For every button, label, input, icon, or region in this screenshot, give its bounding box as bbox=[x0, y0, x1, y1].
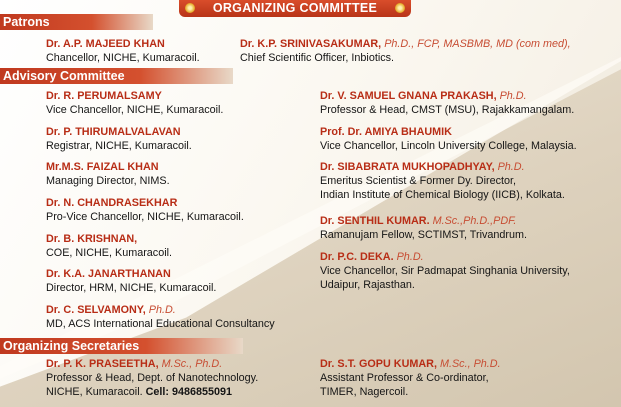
member-name: Dr. SENTHIL KUMAR. M.Sc.,Ph.D.,PDF. bbox=[320, 215, 517, 227]
member-designation: Ramanujam Fellow, SCTIMST, Trivandrum. bbox=[320, 229, 527, 241]
page-title: ORGANIZING COMMITTEE bbox=[212, 1, 378, 15]
advisory-entry bbox=[46, 89, 223, 117]
member-designation: COE, NICHE, Kumaracoil. bbox=[46, 247, 172, 259]
secretary-entry bbox=[46, 357, 258, 399]
member-name: Dr. P.C. DEKA. Ph.D. bbox=[320, 251, 424, 263]
section-organizing-secretaries: Organizing Secretaries bbox=[0, 338, 243, 354]
advisory-entry bbox=[46, 303, 275, 331]
member-contact: NICHE, Kumaracoil. Cell: 9486855091 bbox=[46, 386, 233, 398]
advisory-entry bbox=[320, 214, 527, 242]
member-designation: Registrar, NICHE, Kumaracoil. bbox=[46, 140, 192, 152]
member-designation: Vice Chancellor, NICHE, Kumaracoil. bbox=[46, 104, 224, 116]
member-designation: Emeritus Scientist & Former Dy. Director, bbox=[320, 175, 516, 187]
member-designation: TIMER, Nagercoil. bbox=[320, 386, 409, 398]
member-name: Dr. K.P. SRINIVASAKUMAR, Ph.D., FCP, MASBMB, MD (com med), bbox=[240, 38, 571, 50]
secretary-entry bbox=[320, 357, 501, 399]
advisory-entry bbox=[46, 125, 192, 153]
ornament-right-icon bbox=[395, 3, 405, 13]
member-designation: MD, ACS International Educational Consultancy bbox=[46, 318, 275, 330]
advisory-entry bbox=[46, 267, 216, 295]
member-name: Dr. V. SAMUEL GNANA PRAKASH, Ph.D. bbox=[320, 90, 527, 102]
member-name: Dr. C. SELVAMONY, Ph.D. bbox=[46, 304, 176, 316]
section-patrons: Patrons bbox=[0, 14, 153, 30]
advisory-entry bbox=[320, 250, 570, 292]
cell-number: Cell: 9486855091 bbox=[145, 386, 233, 398]
member-name: Dr. P. K. PRASEETHA, M.Sc., Ph.D. bbox=[46, 358, 223, 370]
patron-entry bbox=[240, 37, 571, 65]
member-name: Dr. S.T. GOPU KUMAR, M.Sc., Ph.D. bbox=[320, 358, 501, 370]
member-designation: Professor & Head, Dept. of Nanotechnology. bbox=[46, 372, 259, 384]
title-banner bbox=[179, 0, 411, 17]
member-designation: Indian Institute of Chemical Biology (IICB), Kolkata. bbox=[320, 189, 565, 201]
member-name: Mr.M.S. FAIZAL KHAN bbox=[46, 161, 159, 173]
advisory-entry bbox=[46, 196, 244, 224]
member-designation: Chancellor, NICHE, Kumaracoil. bbox=[46, 52, 200, 64]
advisory-entry bbox=[320, 125, 577, 153]
patron-entry bbox=[46, 37, 200, 65]
advisory-entry bbox=[46, 160, 170, 188]
member-name: Dr. K.A. JANARTHANAN bbox=[46, 268, 171, 280]
member-designation: Chief Scientific Officer, Inbiotics. bbox=[240, 52, 395, 64]
member-name: Prof. Dr. AMIYA BHAUMIK bbox=[320, 126, 452, 138]
member-name: Dr. A.P. MAJEED KHAN bbox=[46, 38, 165, 50]
member-designation: Vice Chancellor, Lincoln University College, Malaysia. bbox=[320, 140, 577, 152]
member-designation: Managing Director, NIMS. bbox=[46, 175, 170, 187]
advisory-entry bbox=[320, 89, 574, 117]
member-designation: Pro-Vice Chancellor, NICHE, Kumaracoil. bbox=[46, 211, 244, 223]
ornament-left-icon bbox=[185, 3, 195, 13]
member-designation: Assistant Professor & Co-ordinator, bbox=[320, 372, 489, 384]
member-designation: Director, HRM, NICHE, Kumaracoil. bbox=[46, 282, 217, 294]
member-designation: Professor & Head, CMST (MSU), Rajakkamangalam. bbox=[320, 104, 575, 116]
member-name: Dr. N. CHANDRASEKHAR bbox=[46, 197, 178, 209]
member-designation: Udaipur, Rajasthan. bbox=[320, 279, 415, 291]
member-name: Dr. R. PERUMALSAMY bbox=[46, 90, 162, 102]
section-advisory-committee: Advisory Committee bbox=[0, 68, 233, 84]
member-designation: Vice Chancellor, Sir Padmapat Singhania University, bbox=[320, 265, 570, 277]
advisory-entry bbox=[320, 160, 565, 202]
member-name: Dr. SIBABRATA MUKHOPADHYAY, Ph.D. bbox=[320, 161, 525, 173]
member-name: Dr. P. THIRUMALVALAVAN bbox=[46, 126, 181, 138]
member-name: Dr. B. KRISHNAN, bbox=[46, 233, 138, 245]
advisory-entry bbox=[46, 232, 172, 260]
